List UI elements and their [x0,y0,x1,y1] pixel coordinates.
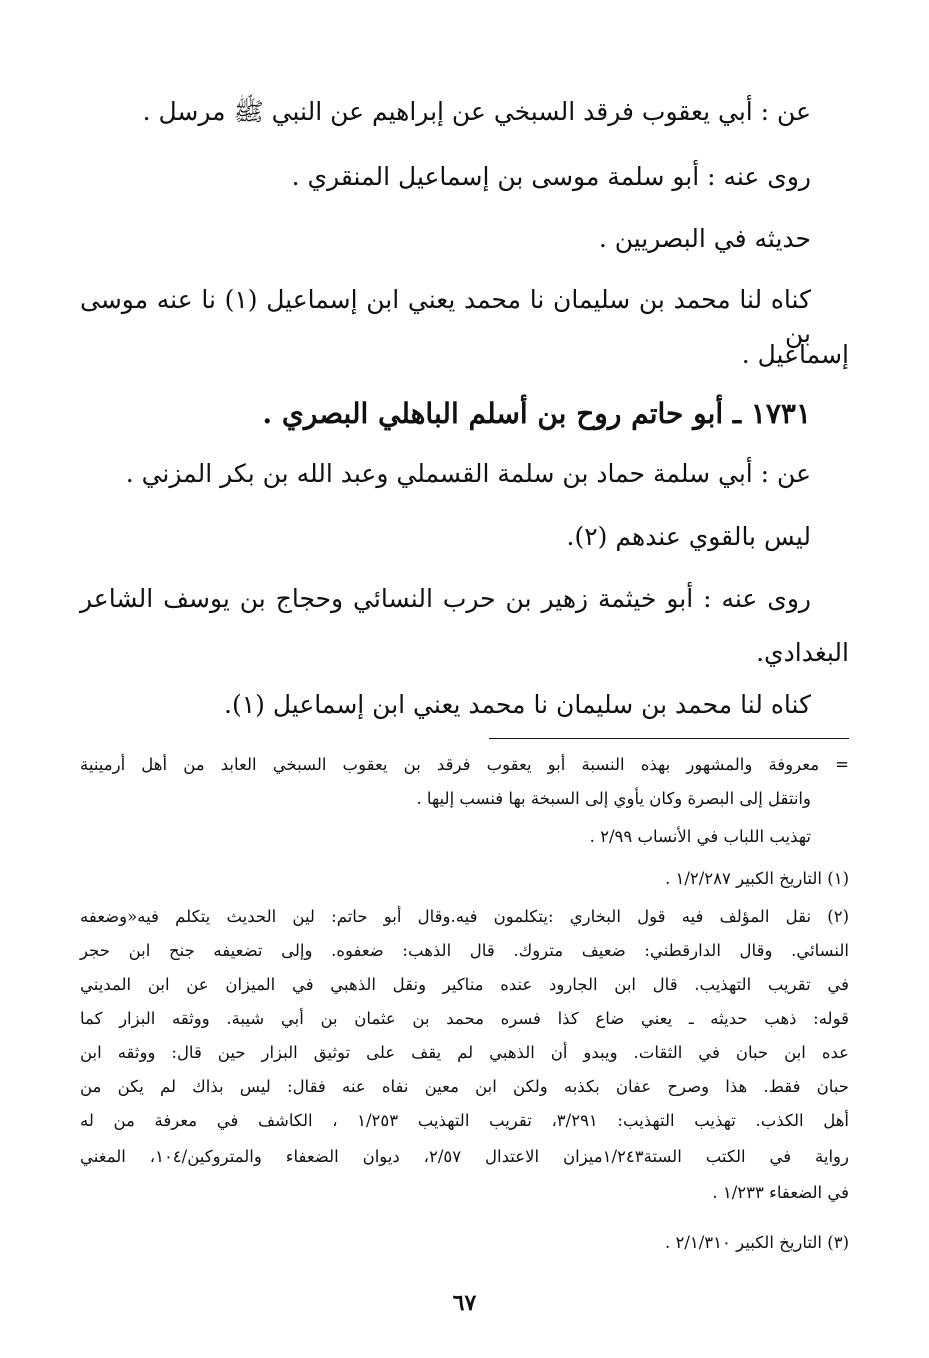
footnote-line: النسائي. وقال الدارقطني: ضعيف متروك. قال الذهب: ضعفوه. وإلى تضعيفه جنح ابن حجر [80,941,849,960]
footnote-line: أهل الكذب. تهذيب التهذيب: ٣/٢٩١، تقريب التهذيب ١/٢٥٣ ، الكاشف في معرفة من له [80,1111,850,1130]
text-line: البغدادي. [756,638,849,667]
footnote-line: في الضعفاء ١/٢٣٣ . [712,1183,849,1202]
text-line: عن : أبي يعقوب فرقد السبخي عن إبراهيم عن النبي ﷺ مرسل . [142,97,811,126]
text-line: روى عنه : أبو خيثمة زهير بن حرب النسائي وحجاج بن يوسف الشاعر [80,584,811,613]
footnote-line: (٣) التاريخ الكبير ٢/١/٣١٠ . [664,1233,849,1252]
text-line: كناه لنا محمد بن سليمان نا محمد يعني ابن إسماعيل (١) نا عنه موسى بن [80,285,811,348]
entry-heading: ١٧٣١ ـ أبو حاتم روح بن أسلم الباهلي البصري . [262,397,811,430]
page-number: ٦٧ [452,1290,477,1316]
text-line: ليس بالقوي عندهم (٢). [566,522,811,551]
footnote-line: عده ابن حبان في الثقات. ويبدو أن الذهبي لم يقف على توثيق البزار حين قال: ووثقه ابن [80,1043,849,1062]
footnote-separator [489,738,849,739]
footnote-line: رواية في الكتب الستة١/٢٤٣ميزان الاعتدال ٢/٥٧، ديوان الضعفاء والمتروكين/١٠٤، المغني [80,1147,849,1166]
footnote-line: = معروفة والمشهور بهذه النسبة أبو يعقوب فرقد بن يعقوب السبخي العابد من أهل أرمينية [80,755,849,774]
footnote-line: قوله: ذهب حديثه ـ يعني ضاع كذا فسره محمد بن عثمان بن أبي شيبة. ووثقه البزار كما [80,1009,849,1028]
footnote-line: وانتقل إلى البصرة وكان يأوي إلى السبخة بها فنسب إليها . [416,789,811,808]
footnote-line: في تقريب التهذيب. قال ابن الجارود عنده مناكير ونقل الذهبي في الميزان عن ابن المديني [80,975,849,994]
text-line: حديثه في البصريين . [598,224,811,253]
text-line: عن : أبي سلمة حماد بن سلمة القسملي وعبد الله بن بكر المزني . [125,459,811,488]
text-line: كناه لنا محمد بن سليمان نا محمد يعني ابن إسماعيل (١). [224,690,811,719]
text-line: إسماعيل . [741,340,849,369]
footnote-line: (١) التاريخ الكبير ١/٢/٢٨٧ . [664,869,849,888]
footnote-line: تهذيب اللباب في الأنساب ٢/٩٩ . [589,827,811,846]
footnote-line: حبان فقط. هذا وصرح عفان بكذبه ولكن ابن معين نفاه عنه فقال: ليس بذاك لم يكن من [80,1077,849,1096]
text-line: روى عنه : أبو سلمة موسى بن إسماعيل المنقري . [291,162,811,191]
footnote-line: (٢) نقل المؤلف فيه قول البخاري :يتكلمون فيه.وقال أبو حاتم: لين الحديث يتكلم فيه«وضعفه [80,907,849,926]
